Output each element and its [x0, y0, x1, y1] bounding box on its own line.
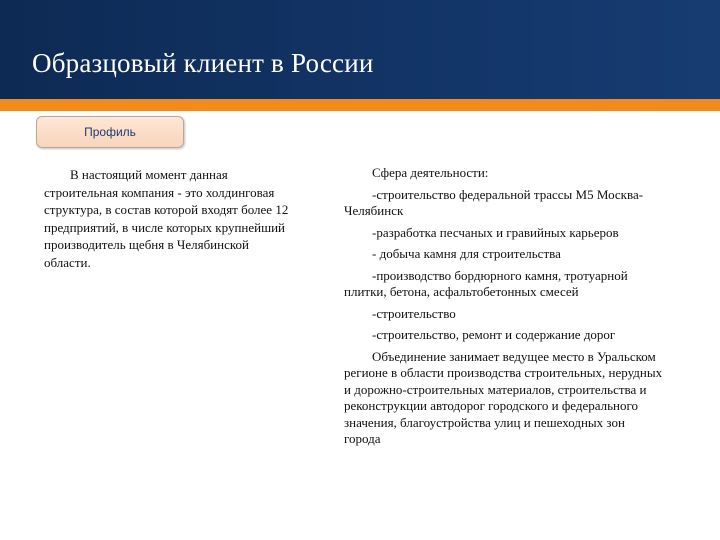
page-title: Образцовый клиент в России: [32, 48, 374, 78]
activity-item: -строительство, ремонт и содержание дорог: [372, 327, 616, 342]
activity-item: -строительство: [372, 305, 456, 321]
header-band: [0, 0, 720, 99]
tab-profile-label: Профиль: [84, 125, 136, 139]
left-text-column: [44, 166, 296, 272]
leadership-statement: Объединение занимает ведущее место в Уральском регионе в области производства строительных, нерудных и дорожно-строительных материалов, строительства и реконструкции автодорог городского и федерального значения, благоустройства улиц и пешеходных зон города: [344, 348, 663, 446]
activity-item: -строительство федеральной трассы М5 Москва-Челябинск: [344, 186, 644, 218]
activity-item: - добыча камня для строительства: [372, 246, 561, 261]
right-text-column: [344, 165, 664, 453]
activity-item: -производство бордюрного камня, тротуарной плитки, бетона, асфальтобетонных смесей: [344, 267, 628, 299]
tab-profile[interactable]: [36, 116, 184, 148]
company-description: В настоящий момент данная строительная компания - это холдинговая структура, в состав которой входят более 12 предприятий, в числе которых крупнейший производитель щебня в Челябинской области.: [44, 167, 289, 270]
activity-heading: Сфера деятельности:: [372, 165, 489, 180]
accent-bar: [0, 99, 720, 111]
activity-item: -разработка песчаных и гравийных карьеров: [372, 224, 619, 240]
